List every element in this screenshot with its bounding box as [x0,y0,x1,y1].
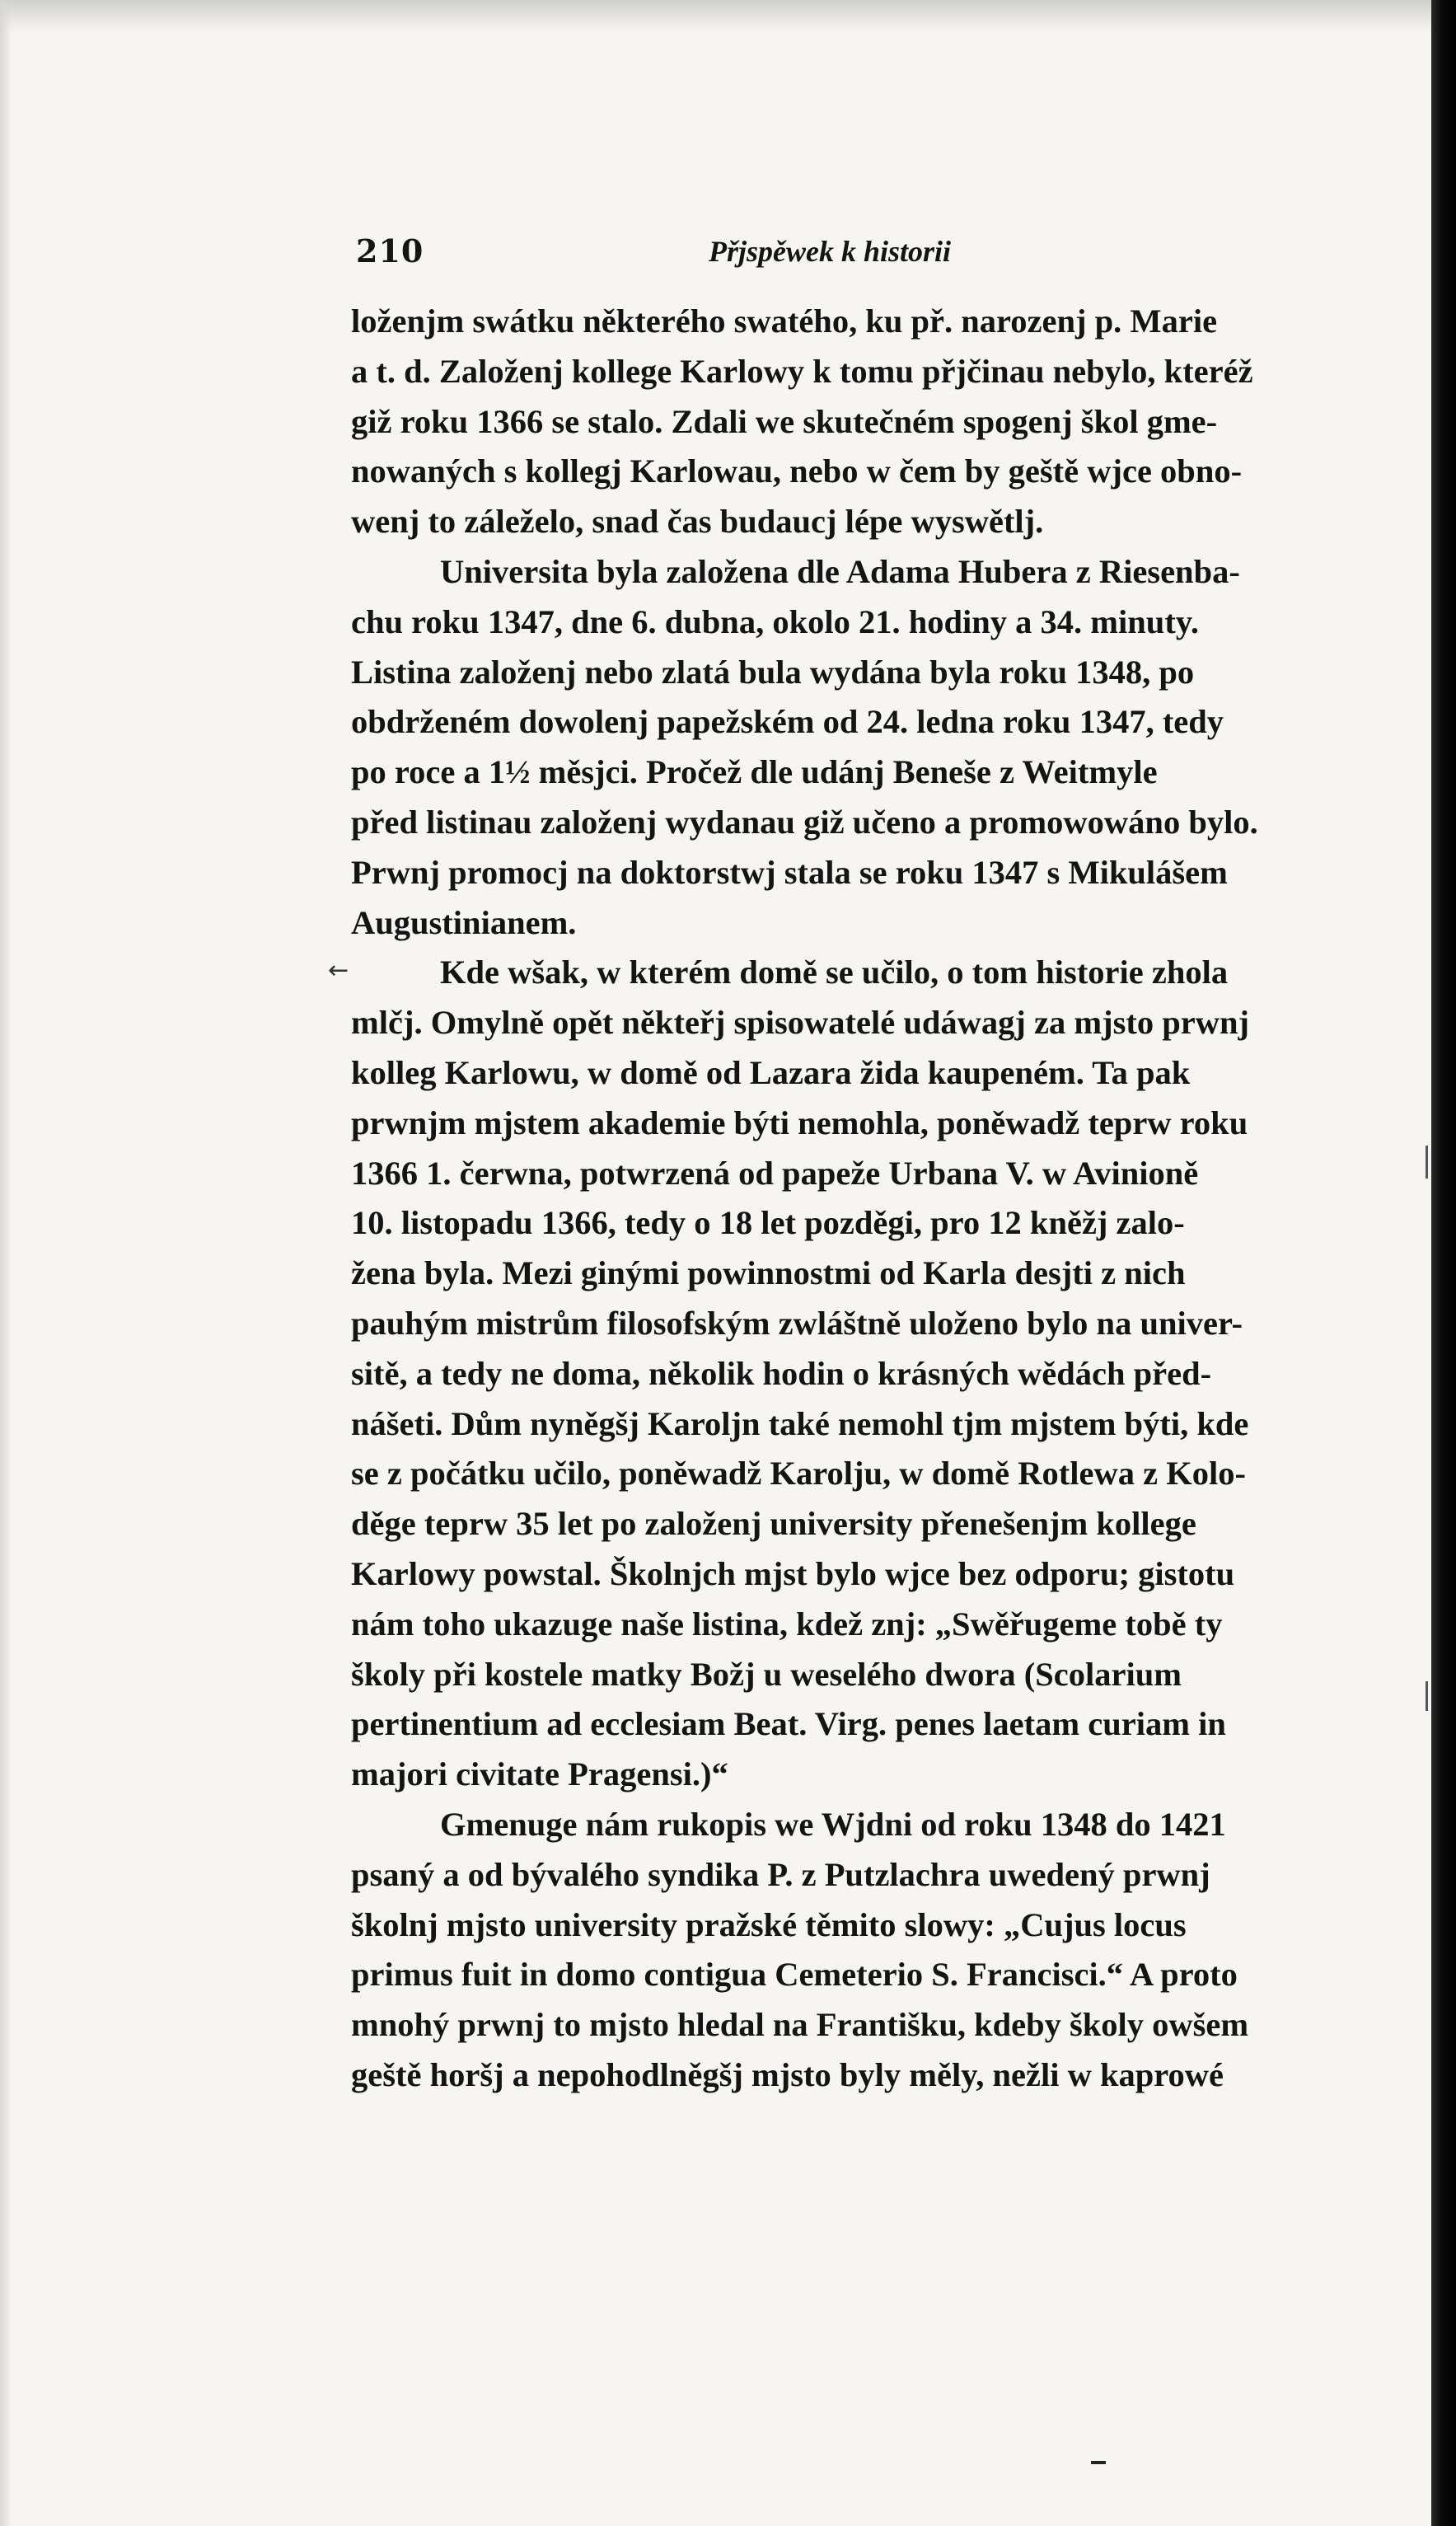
text-line: se z počátku učilo, poněwadž Karolju, w domě Rotlewa z Kolo- [351,1455,1246,1493]
text-line: Gmenuge nám rukopis we Wjdni od roku 1348 do 1421 [440,1805,1226,1843]
text-line: mlčj. Omylně opět někteřj spisowatelé udáwagj za mjsto prwnj [351,1004,1249,1042]
text-line: nám toho ukazuge naše listina, kdež znj: „Swěřugeme tobě ty [351,1605,1223,1643]
margin-tick [1426,1681,1428,1711]
text-line: Kde wšak, w kterém domě se učilo, o tom historie zhola [440,954,1229,991]
paragraph-3 [351,948,1360,1800]
text-line: mnohý prwnj to mjsto hledal na Františku, kdeby školy owšem [351,2006,1249,2044]
page-number: 210 [356,232,424,269]
text-line: školnj mjsto university pražské těmito slowy: „Cujus locus [351,1905,1187,1943]
text-line: prwnjm mjstem akademie býti nemohla, poněwadž teprw roku [351,1104,1248,1141]
text-line: Karlowy powstal. Školnjch mjst bylo wjce bez odporu; gistotu [351,1554,1235,1592]
scan-right-edge [1431,0,1456,2526]
paragraph-1 [351,297,1360,547]
book-page [346,206,1360,2431]
text-line: loženjm swátku některého swatého, ku př. narozenj p. Marie [351,302,1218,340]
text-line: chu roku 1347, dne 6. dubna, okolo 21. hodiny a 34. minuty. [351,602,1199,640]
text-line: kolleg Karlowu, w domě od Lazara žida kaupeném. Ta pak [351,1053,1191,1091]
text-line: nowaných s kollegj Karlowau, nebo w čem by geště wjce obno- [351,452,1243,490]
text-line: obdrženém dowolenj papežském od 24. ledna roku 1347, tedy [351,703,1224,741]
scan-top-edge [0,0,1431,33]
text-line: Listina založenj nebo zlatá bula wydána byla roku 1348, po [351,653,1195,691]
paragraph-2 [351,547,1360,948]
scan-left-edge [0,0,12,2526]
text-line: Universita byla založena dle Adama Hubera z Riesenba- [440,552,1240,590]
text-line: psaný a od bývalého syndika P. z Putzlachra uwedený prwnj [351,1855,1210,1893]
text-line: po roce a 1½ měsjci. Pročež dle udánj Beneše z Weitmyle [351,753,1158,791]
text-line: primus fuit in domo contigua Cemeterio S. Francisci.“ A proto [351,1956,1238,1994]
running-title: Přjspěwek k historii [709,235,952,268]
text-line: školy při kostele matky Božj u weselého dwora (Scolarium [351,1655,1182,1693]
margin-arrow-mark: ← [328,956,349,985]
text-line: geště horšj a nepohodlněgšj mjsto byly měly, nežli w kaprowé [351,2055,1224,2093]
text-line: 1366 1. čerwna, potwrzená od papeže Urbana V. w Avinioně [351,1154,1199,1192]
text-line: před listinau založenj wydanau giž učeno a promowowáno bylo. [351,803,1258,841]
text-line: pertinentium ad ecclesiam Beat. Virg. penes laetam curiam in [351,1705,1226,1743]
text-line: pauhým mistrům filosofským zwláštně uloženo bylo na univer- [351,1304,1243,1342]
page-header [346,206,1360,297]
text-line: majori civitate Pragensi.)“ [351,1755,728,1793]
text-line: děge teprw 35 let po založenj university přenešenjm kollege [351,1505,1196,1543]
text-line: sitě, a tedy ne doma, několik hodin o krásných wědách před- [351,1354,1212,1392]
text-line: a t. d. Založenj kollege Karlowy k tomu přjčinau nebylo, kteréž [351,352,1253,390]
stray-mark [1091,2461,1106,2464]
text-line: 10. listopadu 1366, tedy o 18 let pozděgi, pro 12 kněžj zalo- [351,1204,1185,1242]
text-line: giž roku 1366 se stalo. Zdali we skutečném spogenj škol gme- [351,402,1218,440]
text-line: nášeti. Dům nyněgšj Karoljn také nemohl tjm mjstem býti, kde [351,1404,1249,1442]
text-line: wenj to záleželo, snad čas budaucj lépe wyswětlj. [351,503,1044,541]
text-line: žena byla. Mezi ginými powinnostmi od Karla desjti z nich [351,1254,1186,1292]
text-line: Augustinianem. [351,903,577,941]
paragraph-4 [351,1800,1360,2101]
text-line: Prwnj promocj na doktorstwj stala se roku 1347 s Mikulášem [351,853,1228,891]
body-text [346,297,1360,2101]
margin-tick [1426,1146,1428,1179]
